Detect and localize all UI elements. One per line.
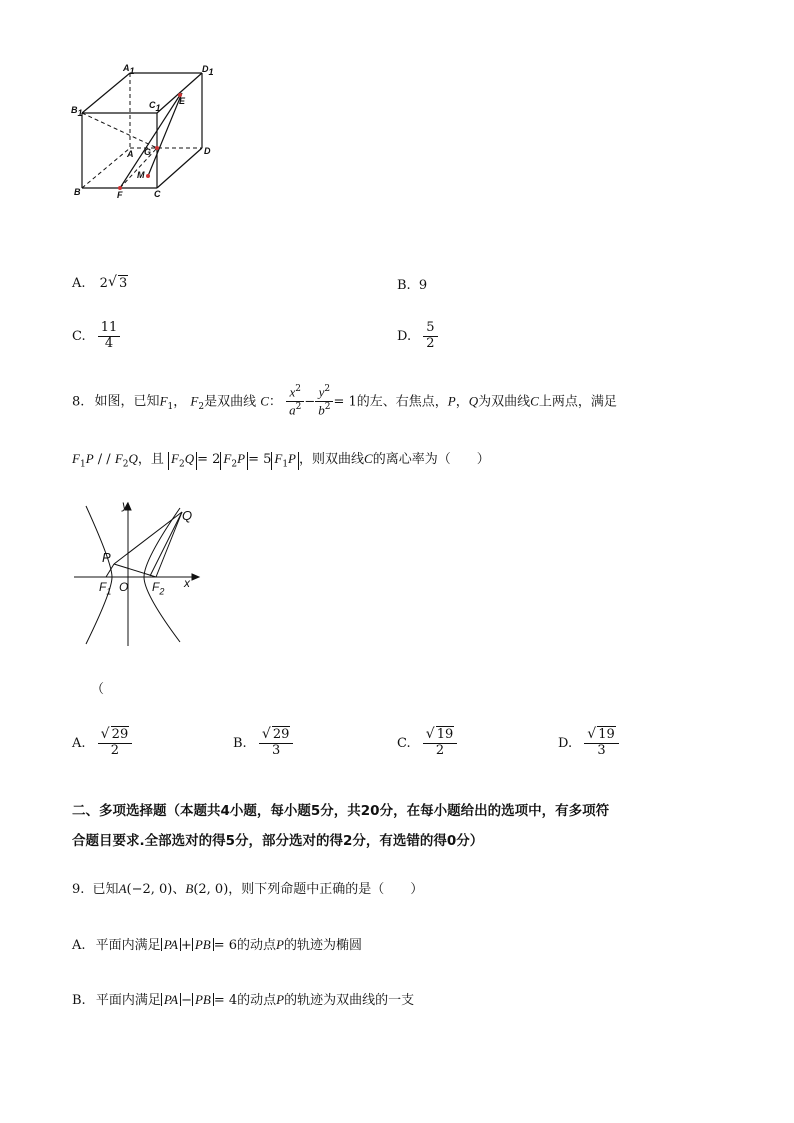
- label-C1: C1: [149, 100, 161, 113]
- q8-option-c[interactable]: C. √ 19 2: [397, 728, 457, 759]
- hidden-edge: [82, 113, 157, 148]
- label-G: G: [144, 147, 152, 157]
- fraction: √ 29 2: [98, 728, 133, 759]
- hidden-edge: [82, 148, 130, 188]
- segment-PF2: [114, 564, 156, 577]
- q8-stem-line2: $F_1P$ / / $F_2Q$，且 $F_2Q = 2$ $F_2P = 5$ $F_1P$ ，则双曲线C的离心率为（ ）: [72, 451, 490, 470]
- cube-edge: [82, 73, 130, 113]
- label-B1: B1: [71, 105, 83, 118]
- cube-diagram: [60, 60, 230, 210]
- q8-stem-line1: 8. 如图，已知$F_1$， $F_2$是双曲线 C： $\frac{x^2}{a^2}$ − $\frac{y^2}{b^2}$ = 1的左、右焦点，P，Q为双曲线C上两点，满足: [72, 384, 617, 418]
- fraction-x2-a2: $\frac{x^2}{a^2}$: [286, 384, 304, 420]
- q9-option-b[interactable]: B. 平面内满足 PA − PB = 4的动点P的轨迹为双曲线的一支: [72, 992, 415, 1008]
- label-E: E: [179, 96, 186, 106]
- label-C: C: [154, 189, 161, 199]
- cube-edge: [157, 73, 202, 113]
- label-B: B: [74, 187, 81, 197]
- label-D: D: [204, 146, 211, 156]
- segment-F2Q-inner: [150, 512, 182, 576]
- fraction: √ 19 2: [423, 728, 458, 759]
- point-G: [155, 146, 159, 150]
- label-F1: $F_1$: [99, 580, 112, 597]
- q8-option-b[interactable]: B. √ 29 3: [233, 728, 293, 759]
- label-P: P: [102, 550, 111, 565]
- x-axis-arrow: [192, 574, 199, 580]
- q7-option-d[interactable]: D. $\frac{5}{2}$: [397, 321, 438, 352]
- label-x: x: [184, 576, 190, 590]
- q7-option-a[interactable]: A. 2 √ 3: [72, 274, 128, 291]
- fraction: $\frac{11}{4}$: [98, 321, 121, 352]
- q8-option-a[interactable]: A. √ 29 2: [72, 728, 132, 759]
- q9-option-a[interactable]: A. 平面内满足 PA + PB = 6的动点P的轨迹为椭圆: [72, 937, 362, 953]
- section2-header-line2: 合题目要求.全部选对的得5分，部分选对的得2分，有选错的得0分）: [72, 833, 484, 849]
- q8-option-d[interactable]: D. √ 19 3: [558, 728, 619, 759]
- section2-header-line1: 二、多项选择题（本题共4小题，每小题5分，共20分，在每小题给出的选项中，有多项符: [72, 803, 610, 819]
- label-A: A: [127, 149, 134, 159]
- label-Q: Q: [182, 508, 193, 523]
- q7-option-c[interactable]: C. $\frac{11}{4}$: [72, 321, 120, 352]
- label-A1: A1: [123, 63, 135, 76]
- label-F2: $F_2$: [152, 580, 165, 597]
- fraction: √ 19 3: [584, 728, 619, 759]
- label-D1: D1: [202, 64, 214, 77]
- fraction-y2-b2: $\frac{y^2}{b^2}$: [315, 384, 333, 420]
- label-O: O: [119, 580, 129, 594]
- sqrt-symbol: √ 3: [107, 274, 128, 291]
- cube-figure: [60, 60, 230, 210]
- cube-edge: [157, 148, 202, 188]
- label-y: y: [122, 498, 128, 512]
- q9-stem: 9. 已知A(−2, 0)、B(2, 0)，则下列命题中正确的是（ ）: [72, 881, 424, 897]
- fraction: $\frac{5}{2}$: [423, 321, 437, 352]
- point-M: [146, 174, 150, 178]
- label-M: M: [137, 170, 145, 180]
- stray-paren: （: [91, 682, 105, 697]
- fraction: √ 29 3: [259, 728, 294, 759]
- label-F: F: [117, 190, 123, 200]
- hyperbola-figure: [72, 498, 212, 648]
- left-hyperbola-branch: [86, 506, 112, 644]
- q7-option-b[interactable]: B. 9: [397, 278, 428, 293]
